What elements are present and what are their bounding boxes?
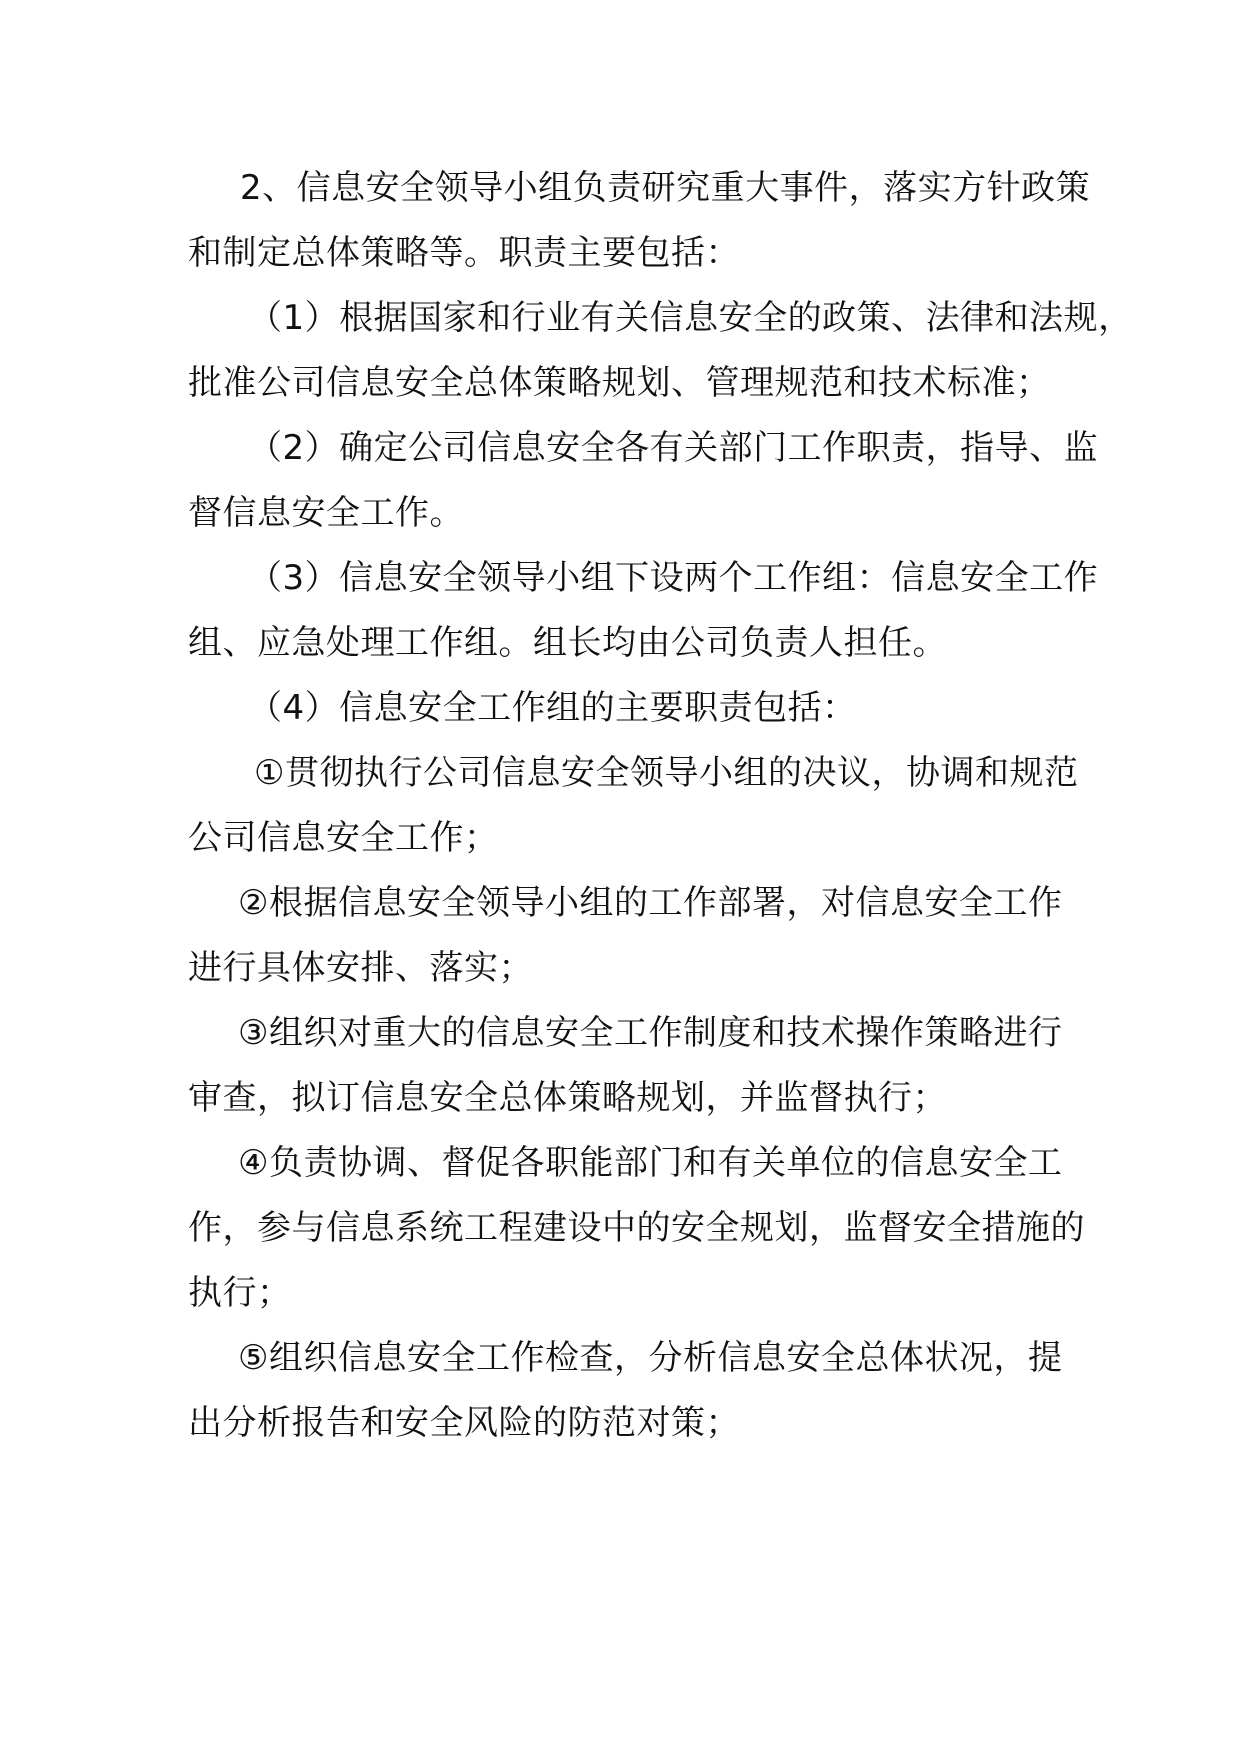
paragraph-item-2 — [188, 416, 1099, 546]
paragraph-line: （2）确定公司信息安全各有关部门工作职责，指导、监 — [248, 428, 1099, 468]
paragraph-line: 作，参与信息系统工程建设中的安全规划，监督安全措施的 — [188, 1208, 1085, 1248]
paragraph-duty-5 — [188, 1326, 1068, 1456]
paragraph-duty-1 — [188, 741, 1079, 871]
paragraph-duty-2 — [188, 871, 1068, 1001]
paragraph-line: ④负责协调、督促各职能部门和有关单位的信息安全工 — [238, 1143, 1063, 1183]
paragraph-line: 执行； — [188, 1273, 292, 1313]
paragraph-line: （1）根据国家和行业有关信息安全的政策、法律和法规， — [248, 298, 1133, 338]
paragraph-item-1 — [188, 286, 1133, 416]
paragraph-line: 组、应急处理工作组。组长均由公司负责人担任。 — [188, 623, 947, 663]
paragraph-line: 督信息安全工作。 — [188, 493, 464, 533]
paragraph-line: ⑤组织信息安全工作检查，分析信息安全总体状况，提 — [238, 1338, 1063, 1378]
paragraph-line: 审查，拟订信息安全总体策略规划，并监督执行； — [188, 1078, 947, 1118]
paragraph-line: ③组织对重大的信息安全工作制度和技术操作策略进行 — [238, 1013, 1063, 1053]
paragraph-line: （4）信息安全工作组的主要职责包括： — [248, 688, 857, 728]
paragraph-line: 出分析报告和安全风险的防范对策； — [188, 1403, 740, 1443]
paragraph-line: （3）信息安全领导小组下设两个工作组：信息安全工作 — [248, 558, 1099, 598]
paragraph-line: ①贯彻执行公司信息安全领导小组的决议，协调和规范 — [254, 753, 1079, 793]
paragraph-line: 2、信息安全领导小组负责研究重大事件，落实方针政策 — [240, 168, 1091, 208]
paragraph-item-3 — [188, 546, 1099, 676]
paragraph-leadership-group — [188, 156, 1091, 286]
paragraph-line: ②根据信息安全领导小组的工作部署，对信息安全工作 — [238, 883, 1063, 923]
paragraph-duty-4 — [188, 1131, 1085, 1326]
paragraph-duty-3 — [188, 1001, 1068, 1131]
paragraph-line: 和制定总体策略等。职责主要包括： — [188, 233, 740, 273]
paragraph-line: 公司信息安全工作； — [188, 818, 499, 858]
paragraph-line: 批准公司信息安全总体策略规划、管理规范和技术标准； — [188, 363, 1051, 403]
document-body — [188, 156, 1133, 1456]
paragraph-line: 进行具体安排、落实； — [188, 948, 533, 988]
paragraph-item-4 — [188, 676, 1068, 741]
